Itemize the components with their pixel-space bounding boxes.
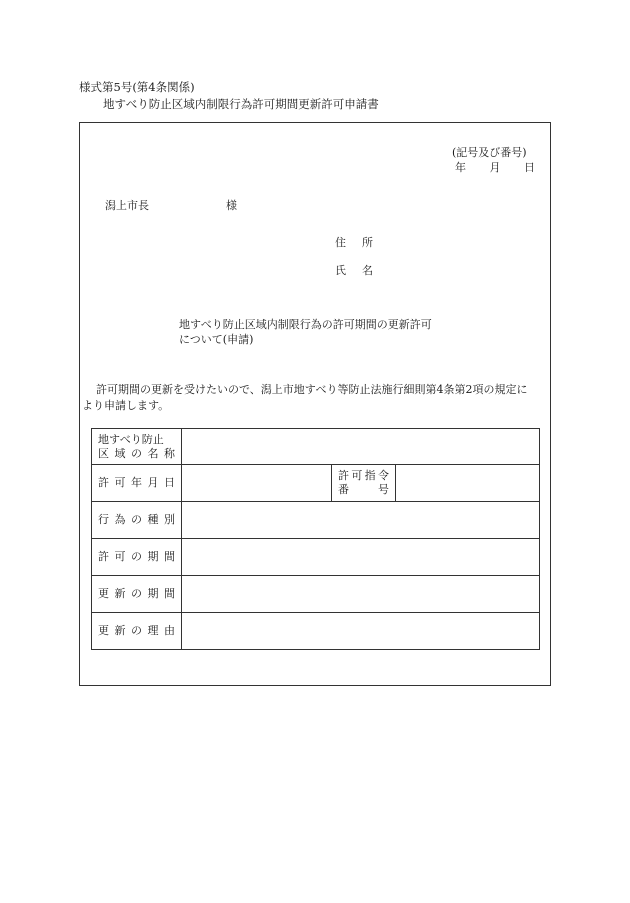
address-label-char: 所 bbox=[362, 236, 373, 249]
permit-period-label bbox=[92, 539, 182, 576]
label-char: 許 bbox=[98, 550, 109, 563]
area-name-label bbox=[92, 429, 182, 465]
label-char: 期 bbox=[147, 587, 159, 600]
label-char: 新 bbox=[114, 624, 126, 637]
addressee: 潟上市長 bbox=[105, 199, 149, 212]
label-char: 日 bbox=[164, 476, 175, 489]
label-char: の bbox=[131, 513, 142, 526]
area-name-line1: 地すべり防止 bbox=[98, 432, 164, 446]
label-line bbox=[98, 550, 175, 564]
label-line bbox=[98, 513, 175, 527]
label-char: の bbox=[131, 550, 142, 563]
table-row bbox=[92, 613, 540, 650]
application-detail-table bbox=[91, 428, 540, 650]
label-char: 更 bbox=[98, 587, 109, 600]
label-char: 更 bbox=[98, 624, 109, 637]
table-row bbox=[92, 502, 540, 539]
renewal-reason-label bbox=[92, 613, 182, 650]
label-char: 可 bbox=[114, 476, 126, 489]
honorific: 様 bbox=[226, 199, 237, 212]
address-label-char: 住 bbox=[335, 236, 346, 249]
label-char: 別 bbox=[164, 513, 175, 526]
address-label bbox=[335, 236, 373, 250]
label-char: 名 bbox=[147, 446, 159, 460]
permit-period-value[interactable] bbox=[182, 539, 540, 576]
area-name-line2 bbox=[98, 447, 175, 461]
label-char: 区 bbox=[98, 446, 109, 460]
label-char: 由 bbox=[164, 624, 175, 637]
month-label: 月 bbox=[489, 161, 501, 174]
label-char: 間 bbox=[164, 550, 175, 563]
label-char: 種 bbox=[147, 513, 159, 526]
label-line bbox=[98, 476, 175, 490]
label-char: 可 bbox=[114, 550, 126, 563]
body-text: 許可期間の更新を受けたいので、潟上市地すべり等防止法施行細則第4条第2項の規定に bbox=[96, 383, 528, 396]
area-name-value[interactable] bbox=[182, 429, 540, 465]
act-type-label bbox=[92, 502, 182, 539]
subject-line: について(申請) bbox=[179, 333, 254, 346]
label-char: 許 bbox=[338, 469, 349, 482]
name-label bbox=[335, 264, 373, 278]
label-char: 為 bbox=[114, 513, 126, 526]
table-row bbox=[92, 429, 540, 465]
name-label-char: 氏 bbox=[335, 264, 346, 277]
subject-line: 地すべり防止区域内制限行為の許可期間の更新許可 bbox=[179, 318, 432, 331]
label-char: 令 bbox=[377, 469, 389, 482]
label-char: の bbox=[131, 587, 142, 600]
label-line bbox=[98, 624, 175, 638]
table-row bbox=[92, 539, 540, 576]
name-label-char: 名 bbox=[362, 264, 373, 277]
label-char: 域 bbox=[114, 446, 126, 460]
day-label: 日 bbox=[524, 161, 535, 174]
label-char: 号 bbox=[378, 483, 389, 496]
renewal-period-label bbox=[92, 576, 182, 613]
label-char: 新 bbox=[114, 587, 126, 600]
act-type-value[interactable] bbox=[182, 502, 540, 539]
label-char: 間 bbox=[164, 587, 175, 600]
body-text: より申請します。 bbox=[82, 399, 170, 412]
label-line bbox=[98, 587, 175, 601]
permit-command-number-label bbox=[332, 465, 396, 502]
permit-date-value[interactable] bbox=[182, 465, 332, 502]
symbol-number-label: (記号及び番号) bbox=[452, 146, 527, 159]
permit-command-number-value[interactable] bbox=[396, 465, 540, 502]
label-char: 月 bbox=[147, 476, 159, 489]
label-char: 許 bbox=[98, 476, 109, 489]
form-number: 様式第5号(第4条関係) bbox=[79, 80, 195, 94]
date-line bbox=[455, 161, 535, 175]
label-char: の bbox=[131, 446, 142, 460]
label-line bbox=[338, 483, 389, 497]
label-char: 指 bbox=[364, 469, 376, 482]
table-row bbox=[92, 465, 540, 502]
label-char: 可 bbox=[351, 469, 363, 482]
label-char: の bbox=[131, 624, 142, 637]
label-line bbox=[338, 469, 389, 483]
renewal-reason-value[interactable] bbox=[182, 613, 540, 650]
label-char: 番 bbox=[338, 483, 349, 496]
permit-date-label bbox=[92, 465, 182, 502]
year-label: 年 bbox=[455, 161, 466, 174]
renewal-period-value[interactable] bbox=[182, 576, 540, 613]
table-row bbox=[92, 576, 540, 613]
label-char: 理 bbox=[147, 624, 159, 637]
label-char: 行 bbox=[98, 513, 109, 526]
label-char: 期 bbox=[147, 550, 159, 563]
form-title: 地すべり防止区域内制限行為許可期間更新許可申請書 bbox=[103, 97, 379, 111]
label-char: 年 bbox=[131, 476, 142, 489]
label-char: 称 bbox=[164, 446, 175, 460]
